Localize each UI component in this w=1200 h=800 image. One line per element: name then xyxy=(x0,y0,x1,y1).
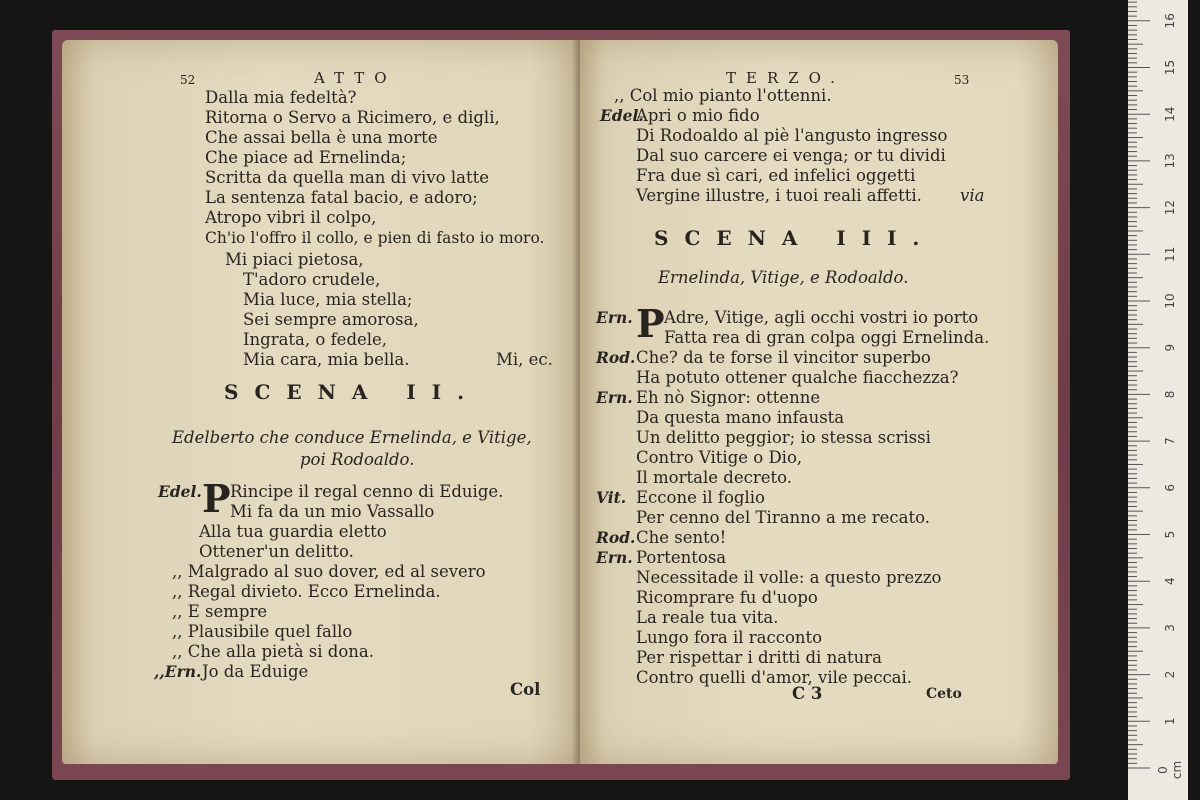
dialogue-line: Ricomprare fu d'uopo xyxy=(636,588,818,607)
running-header: ATTO xyxy=(314,69,397,87)
dialogue-line: ,, Plausibile quel fallo xyxy=(172,622,353,641)
dialogue-line: Che sento! xyxy=(636,528,727,547)
ruler-number: 11 xyxy=(1163,246,1177,262)
ruler-number: 12 xyxy=(1163,199,1177,216)
verse-line: La sentenza fatal bacio, e adoro; xyxy=(205,188,478,207)
dialogue-line: Per cenno del Tiranno a me recato. xyxy=(636,508,930,527)
dialogue-line: Rincipe il regal cenno di Eduige. xyxy=(230,482,504,501)
speaker-label: Edel. xyxy=(158,482,202,501)
dialogue-line: ,, Regal divieto. Ecco Ernelinda. xyxy=(172,582,441,601)
dialogue-line: Dal suo carcere ei venga; or tu dividi xyxy=(636,146,946,165)
scene-title: SCENA II. xyxy=(224,380,481,404)
ruler-number: 14 xyxy=(1163,106,1177,122)
dialogue-line: Adre, Vitige, agli occhi vostri io porto xyxy=(664,308,979,327)
verse-line: Atropo vibri il colpo, xyxy=(205,208,377,227)
catchword: Col xyxy=(510,680,541,699)
stage-direction: via xyxy=(960,186,985,205)
aria-line: Mia luce, mia stella; xyxy=(243,290,413,309)
dialogue-line: Per rispettar i dritti di natura xyxy=(636,648,883,667)
dialogue-line: Ottener'un delitto. xyxy=(199,542,354,561)
ruler-number: 5 xyxy=(1163,530,1177,539)
dialogue-line: Un delitto peggior; io stessa scrissi xyxy=(636,428,931,447)
scene-description: Edelberto che conduce Ernelinda, e Vitige, xyxy=(172,428,532,447)
aria-line: T'adoro crudele, xyxy=(243,270,381,289)
speaker-label: Ern. xyxy=(596,548,633,567)
ruler-number: 4 xyxy=(1163,577,1177,586)
ruler-unit-label: 0 cm xyxy=(1156,760,1184,780)
verse-line: Dalla mia fedeltà? xyxy=(205,88,357,107)
ruler-number: 8 xyxy=(1163,390,1177,399)
ruler-number: 1 xyxy=(1163,717,1177,726)
speaker-label: Vit. xyxy=(596,488,627,507)
dialogue-line: ,, Che alla pietà si dona. xyxy=(172,642,374,661)
dialogue-line: Lungo fora il racconto xyxy=(636,628,823,647)
dialogue-line: Apri o mio fido xyxy=(636,106,760,125)
dialogue-line: Eh nò Signor: ottenne xyxy=(636,388,821,407)
ruler-number: 16 xyxy=(1163,13,1177,29)
running-header: TERZO. xyxy=(726,69,845,87)
ruler-number: 6 xyxy=(1163,483,1177,492)
dialogue-line: Vergine illustre, i tuoi reali affetti. xyxy=(636,186,922,205)
speaker-label: Edel. xyxy=(600,106,644,125)
speaker-label: ,,Ern. xyxy=(154,662,202,681)
dialogue-line: Di Rodoaldo al piè l'angusto ingresso xyxy=(636,126,948,145)
dialogue-line: Mi fa da un mio Vassallo xyxy=(230,502,435,521)
page-number: 53 xyxy=(954,73,970,87)
dialogue-line: Contro quelli d'amor, vile peccai. xyxy=(636,668,913,687)
dialogue-line: Alla tua guardia eletto xyxy=(199,522,387,541)
dialogue-line: Che? da te forse il vincitor superbo xyxy=(636,348,931,367)
dialogue-line: Eccone il foglio xyxy=(636,488,765,507)
speaker-label: Rod. xyxy=(596,348,636,367)
left-page xyxy=(62,40,580,764)
ruler-scale xyxy=(1128,0,1188,800)
speaker-label: Ern. xyxy=(596,388,633,407)
scene-description: Ernelinda, Vitige, e Rodoaldo. xyxy=(658,268,909,287)
drop-cap: P xyxy=(202,476,231,521)
dialogue-line: ,, E sempre xyxy=(172,602,268,621)
aria-line: Sei sempre amorosa, xyxy=(243,310,419,329)
right-page xyxy=(580,40,1058,764)
page-number: 52 xyxy=(180,73,196,87)
scene-description: poi Rodoaldo. xyxy=(300,450,415,469)
ruler-number: 15 xyxy=(1163,59,1177,76)
dialogue-line: Da questa mano infausta xyxy=(636,408,845,427)
dialogue-line: Ha potuto ottener qualche fiacchezza? xyxy=(636,368,959,387)
verse-line: Ritorna o Servo a Ricimero, e digli, xyxy=(205,108,500,127)
ruler-number: 10 xyxy=(1163,293,1177,309)
signature-mark: C 3 xyxy=(792,684,823,703)
dialogue-line: Portentosa xyxy=(636,548,727,567)
ruler-number: 3 xyxy=(1163,624,1177,632)
ruler-number: 13 xyxy=(1163,153,1177,169)
verse-line: Che assai bella è una morte xyxy=(205,128,438,147)
dialogue-line: Fra due sì cari, ed infelici oggetti xyxy=(636,166,916,185)
ruler-number: 2 xyxy=(1163,670,1177,679)
measurement-ruler xyxy=(1128,0,1188,800)
speaker-label: Ern. xyxy=(596,308,633,327)
verse-line: Che piace ad Ernelinda; xyxy=(205,148,407,167)
ruler-number: 9 xyxy=(1163,343,1177,352)
drop-cap: P xyxy=(636,301,665,346)
dialogue-line: Necessitade il volle: a questo prezzo xyxy=(636,568,942,587)
dialogue-line: La reale tua vita. xyxy=(636,608,779,627)
dialogue-line: Il mortale decreto. xyxy=(636,468,793,487)
catchword: Ceto xyxy=(926,686,962,702)
ruler-number: 7 xyxy=(1163,437,1177,445)
aria-line: Mia cara, mia bella. xyxy=(243,350,410,369)
aria-line: Ingrata, o fedele, xyxy=(243,330,388,349)
dialogue-line: Jo da Eduige xyxy=(202,662,309,681)
verse-line: Ch'io l'offro il collo, e pien di fasto io moro. xyxy=(205,229,545,247)
dialogue-line: ,, Malgrado al suo dover, ed al severo xyxy=(172,562,486,581)
verse-line: Scritta da quella man di vivo latte xyxy=(205,168,489,187)
speaker-label: Rod. xyxy=(596,528,636,547)
aria-repeat-mark: Mi, ec. xyxy=(496,350,553,369)
dialogue-line: Fatta rea di gran colpa oggi Ernelinda. xyxy=(664,328,990,347)
dialogue-line: ,, Col mio pianto l'ottenni. xyxy=(614,86,832,105)
scene-title: SCENA III. xyxy=(654,226,936,250)
dialogue-line: Contro Vitige o Dio, xyxy=(636,448,803,467)
aria-line: Mi piaci pietosa, xyxy=(225,250,364,269)
